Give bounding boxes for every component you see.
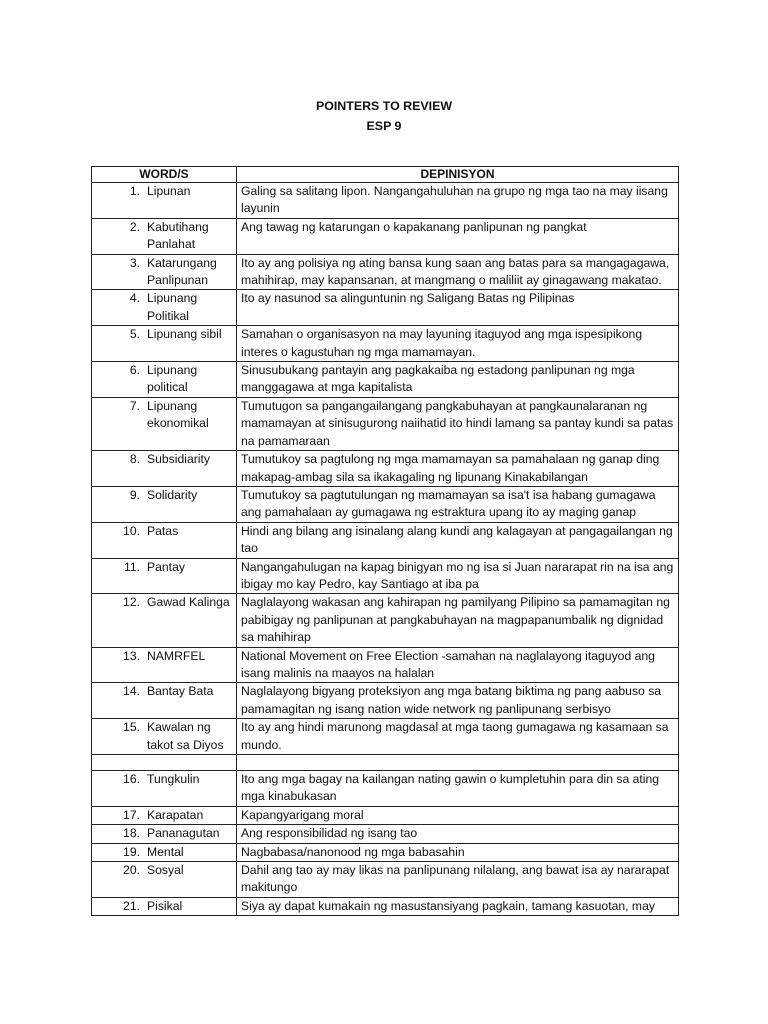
definition-cell: Ito ay ang hindi marunong magdasal at mga taong gumagawa ng kasamaan sa mundo. xyxy=(237,719,679,755)
term-cell xyxy=(92,183,237,219)
term-word: NAMRFEL xyxy=(147,648,206,663)
document-title: POINTERS TO REVIEW xyxy=(315,99,453,113)
table-row xyxy=(92,254,679,290)
table-row xyxy=(92,683,679,719)
term-cell xyxy=(92,522,237,558)
table-row xyxy=(92,558,679,594)
term-cell xyxy=(92,218,237,254)
table-row xyxy=(92,647,679,683)
definition-cell: Ito ang mga bagay na kailangan nating gawin o kumpletuhin para din sa ating mga kinabukasan xyxy=(237,771,679,807)
term-cell xyxy=(92,558,237,594)
table-row xyxy=(92,522,679,558)
term-word: Mental xyxy=(147,844,184,859)
term-number: 15. xyxy=(123,720,140,735)
term-cell xyxy=(92,397,237,450)
term-number: 12. xyxy=(123,595,140,610)
definition-cell: Hindi ang bilang ang isinalang alang kundi ang kalagayan at pangagailangan ng tao xyxy=(237,522,679,558)
table-row xyxy=(92,862,679,898)
table-row xyxy=(92,825,679,843)
term-number: 11. xyxy=(123,559,140,574)
definition-cell: Ang tawag ng katarungan o kapakanang panlipunan ng pangkat xyxy=(237,218,679,254)
definition-cell: Tumutukoy sa pagtutulungan ng mamamayan sa isa't isa habang gumagawa ang pamahalaan ay gumagawa ng estraktura upang ito ay maging ganap xyxy=(237,486,679,522)
column-header-word: WORD/S xyxy=(92,167,237,183)
table-row xyxy=(92,755,679,771)
term-cell xyxy=(92,451,237,487)
term-cell xyxy=(92,897,237,915)
term-word: Pisikal xyxy=(147,898,183,913)
term-word: Lipunang sibil xyxy=(147,327,222,342)
definition-cell: Tumutugon sa pangangailangang pangkabuhayan at pangkaunalaranan ng mamamayan at sinisugurong naiihatid ito hindi lamang sa pantay kundi sa patas na pamamaraan xyxy=(237,397,679,450)
term-word: Lipunang political xyxy=(147,363,198,395)
definition-cell: Kapangyarigang moral xyxy=(237,806,679,824)
table-header-row xyxy=(92,167,679,183)
term-number: 14. xyxy=(123,684,140,699)
definition-cell: Naglalayong bigyang proteksiyon ang mga batang biktima ng pang aabuso sa pamamagitan ng isang nation wide network ng panlipunang serbisyo xyxy=(237,683,679,719)
term-number: 19. xyxy=(123,844,140,859)
term-number: 16. xyxy=(123,772,140,786)
term-number: 17. xyxy=(123,807,140,822)
term-cell xyxy=(92,771,237,807)
table-row xyxy=(92,397,679,450)
term-word: Sosyal xyxy=(147,863,184,878)
column-header-definition: DEPINISYON xyxy=(237,167,679,183)
term-cell xyxy=(92,254,237,290)
term-number: 18. xyxy=(123,826,140,841)
document-subtitle: ESP 9 xyxy=(366,119,402,133)
table-row xyxy=(92,806,679,824)
term-number: 3. xyxy=(129,255,140,270)
term-number: 9. xyxy=(129,487,140,502)
term-word: Lipunan xyxy=(147,184,191,198)
definition-cell: Ito ay ang polisiya ng ating bansa kung saan ang batas para sa mangagagawa, mahihirap, may kapansanan, at mangmang o maliliit ay ginagawang makatao. xyxy=(237,254,679,290)
term-cell xyxy=(92,755,237,771)
term-number: 4. xyxy=(129,291,140,306)
term-word: Kabutihang Panlahat xyxy=(147,219,209,252)
term-word: Kawalan ng takot sa Diyos xyxy=(147,720,224,752)
term-word: Karapatan xyxy=(147,807,204,822)
term-cell xyxy=(92,843,237,861)
term-word: Bantay Bata xyxy=(147,684,214,699)
term-number: 21. xyxy=(123,898,140,913)
term-number: 20. xyxy=(123,863,140,878)
term-word: Solidarity xyxy=(147,487,198,502)
definition-cell: Samahan o organisasyon na may layuning itaguyod ang mga ispesipikong interes o kagustuhan ng mga mamamayan. xyxy=(237,326,679,362)
term-cell xyxy=(92,806,237,824)
term-word: Pantay xyxy=(147,559,185,574)
table-row xyxy=(92,719,679,755)
term-number: 7. xyxy=(129,398,140,413)
definition-cell: Nagbabasa/nanonood ng mga babasahin xyxy=(237,843,679,861)
term-cell xyxy=(92,290,237,326)
term-cell xyxy=(92,647,237,683)
term-word: Pananagutan xyxy=(147,826,220,841)
table-row xyxy=(92,290,679,326)
term-cell xyxy=(92,825,237,843)
term-word: Lipunang ekonomikal xyxy=(147,398,209,431)
term-cell xyxy=(92,683,237,719)
term-word: Lipunang Politikal xyxy=(147,291,198,323)
term-cell xyxy=(92,862,237,898)
table-row xyxy=(92,897,679,915)
definition-cell: Dahil ang tao ay may likas na panlipunang nilalang, ang bawat isa ay nararapat makitungo xyxy=(237,862,679,898)
definition-cell: Tumutukoy sa pagtulong ng mga mamamayan sa pamahalaan ng ganap ding makapag-ambag sila sa ikakagaling ng lipunang Kinakabilangan xyxy=(237,451,679,487)
table-row xyxy=(92,486,679,522)
definition-cell: Ang responsibilidad ng isang tao xyxy=(237,825,679,843)
definition-cell: National Movement on Free Election -samahan na naglalayong itaguyod ang isang malinis na maayos na halalan xyxy=(237,647,679,683)
definition-cell: Naglalayong wakasan ang kahirapan ng pamilyang Pilipino sa pamamagitan ng pabibigay ng panlipunan at pangkabuhayan na magpapanumbalik ng dignidad sa mahihirap xyxy=(237,594,679,647)
term-cell xyxy=(92,594,237,647)
term-number: 5. xyxy=(129,327,140,342)
term-number: 10. xyxy=(123,523,140,538)
table-row xyxy=(92,362,679,398)
table-row xyxy=(92,451,679,487)
document-header xyxy=(0,96,768,136)
term-word: Tungkulin xyxy=(147,772,200,786)
term-word: Gawad Kalinga xyxy=(147,595,230,610)
definition-cell: Ito ay nasunod sa alinguntunin ng Saligang Batas ng Pilipinas xyxy=(237,290,679,326)
definition-cell: Siya ay dapat kumakain ng masustansiyang pagkain, tamang kasuotan, may xyxy=(237,897,679,915)
term-word: Katarungang Panlipunan xyxy=(147,255,217,288)
definition-cell: Sinusubukang pantayin ang pagkakaiba ng estadong panlipunan ng mga manggagawa at mga kapitalista xyxy=(237,362,679,398)
term-cell xyxy=(92,486,237,522)
table-row xyxy=(92,218,679,254)
table-row xyxy=(92,843,679,861)
table-row xyxy=(92,326,679,362)
term-number: 2. xyxy=(129,219,140,234)
term-word: Patas xyxy=(147,523,179,538)
term-number: 6. xyxy=(129,363,140,378)
term-word: Subsidiarity xyxy=(147,452,210,467)
table-row xyxy=(92,771,679,807)
definition-cell xyxy=(237,755,679,771)
table-body xyxy=(92,183,679,916)
term-cell xyxy=(92,719,237,755)
table-row xyxy=(92,183,679,219)
table-row xyxy=(92,594,679,647)
definition-cell: Nangangahulugan na kapag binigyan mo ng isa si Juan nararapat rin na isa ang ibigay mo kay Pedro, kay Santiago at iba pa xyxy=(237,558,679,594)
review-table xyxy=(91,166,679,916)
term-number: 1. xyxy=(129,184,140,198)
term-number: 13. xyxy=(123,648,140,663)
term-cell xyxy=(92,326,237,362)
definition-cell: Galing sa salitang lipon. Nangangahuluhan na grupo ng mga tao na may iisang layunin xyxy=(237,183,679,219)
term-number: 8. xyxy=(129,452,140,467)
term-cell xyxy=(92,362,237,398)
